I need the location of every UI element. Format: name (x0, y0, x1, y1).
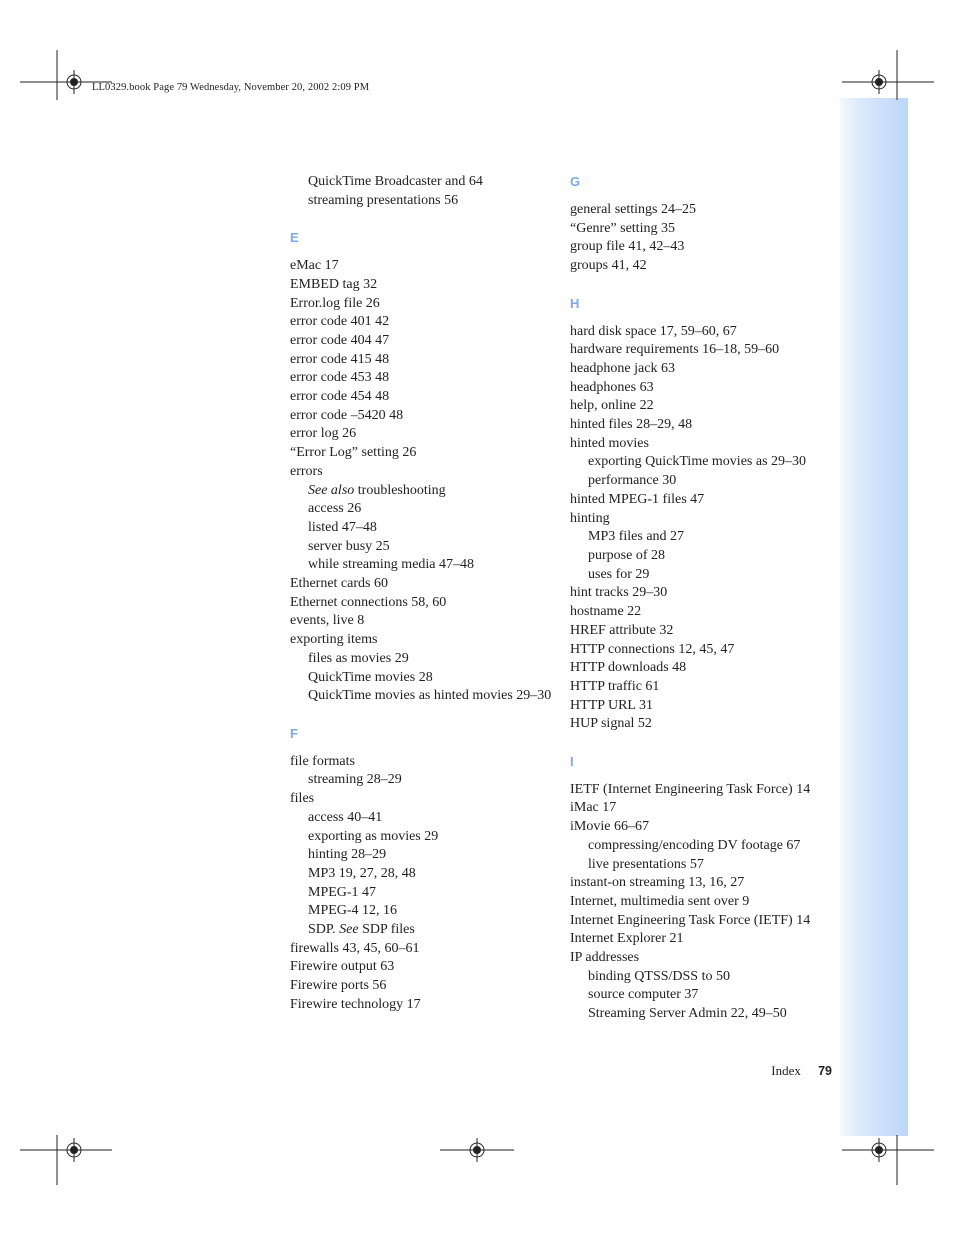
index-subentry: streaming 28–29 (308, 772, 402, 788)
index-entry: hard disk space 17, 59–60, 67 (570, 323, 737, 339)
index-entry: “Genre” setting 35 (570, 220, 675, 236)
index-subentry: QuickTime movies 28 (308, 669, 433, 685)
index-entry: Error.log file 26 (290, 295, 380, 311)
index-subentry: QuickTime movies as hinted movies 29–30 (308, 688, 552, 704)
index-subentry: while streaming media 47–48 (308, 557, 475, 573)
index-entry: file formats (290, 753, 355, 769)
index-subentry: server busy 25 (308, 538, 390, 554)
footer-section-label: Index (771, 1063, 801, 1078)
index-entry: Firewire output 63 (290, 959, 395, 975)
index-entry: HTTP URL 31 (570, 697, 653, 713)
index-entry: HUP signal 52 (570, 716, 652, 732)
index-subentry: QuickTime Broadcaster and 64 (308, 174, 483, 189)
index-entry: firewalls 43, 45, 60–61 (290, 940, 420, 956)
index-subentry: uses for 29 (588, 566, 650, 582)
index-subentry: access 26 (308, 501, 362, 517)
index-subentry: MP3 19, 27, 28, 48 (308, 865, 416, 881)
index-entry: hinting (570, 510, 610, 526)
see-label: See (339, 922, 359, 938)
index-entry: “Error Log” setting 26 (290, 445, 417, 461)
index-entry: events, live 8 (290, 613, 365, 629)
index-letter-heading-f: F (290, 725, 298, 741)
index-entry: hostname 22 (570, 604, 642, 620)
index-entry: HTTP traffic 61 (570, 678, 660, 694)
index-entry: hint tracks 29–30 (570, 585, 668, 601)
index-entry: error code –5420 48 (290, 407, 404, 423)
index-entry: help, online 22 (570, 398, 654, 414)
index-entry: files (290, 791, 315, 807)
index-entry: error code 415 48 (290, 351, 390, 367)
index-entry: hinted files 28–29, 48 (570, 417, 693, 433)
index-entry: Firewire technology 17 (290, 996, 421, 1012)
index-entry: HTTP downloads 48 (570, 660, 687, 676)
index-entry: HTTP connections 12, 45, 47 (570, 641, 735, 657)
index-entry-text: SDP. (308, 922, 340, 938)
index-subentry: exporting as movies 29 (308, 828, 439, 844)
index-subentry: live presentations 57 (588, 856, 704, 872)
index-entry: Internet, multimedia sent over 9 (570, 893, 750, 909)
index-subentry: MPEG-1 47 (308, 884, 377, 900)
index-entry: HREF attribute 32 (570, 622, 674, 638)
index-entry: error code 401 42 (290, 314, 390, 330)
index-subentry: MPEG-4 12, 16 (308, 903, 398, 919)
index-entry: exporting items (290, 632, 378, 648)
index-entry: Internet Engineering Task Force (IETF) 14 (570, 912, 811, 928)
page-number: 79 (818, 1064, 832, 1078)
index-subentry: binding QTSS/DSS to 50 (588, 968, 730, 984)
index-entry: general settings 24–25 (570, 202, 696, 218)
index-entry: Ethernet cards 60 (290, 576, 388, 592)
index-entry: groups 41, 42 (570, 258, 647, 274)
index-subentry: Streaming Server Admin 22, 49–50 (588, 1006, 787, 1022)
index-entry: hinted MPEG-1 files 47 (570, 491, 705, 507)
index-entry: eMac 17 (290, 258, 339, 274)
index-subentry: performance 30 (588, 473, 677, 489)
index-entry: error code 453 48 (290, 370, 390, 386)
print-slug: LL0329.book Page 79 Wednesday, November 20, 2002 2:09 PM (92, 82, 370, 93)
index-entry: Ethernet connections 58, 60 (290, 594, 447, 610)
index-subentry: files as movies 29 (308, 650, 409, 666)
index-entry: errors (290, 463, 323, 479)
index-entry: error code 404 47 (290, 332, 390, 348)
index-subentry: purpose of 28 (588, 548, 665, 563)
index-subentry: exporting QuickTime movies as 29–30 (588, 454, 807, 470)
index-letter-heading-i: I (570, 753, 574, 769)
index-letter-heading-e: E (290, 230, 299, 246)
index-entry: headphones 63 (570, 379, 654, 395)
index-entry: EMBED tag 32 (290, 276, 378, 292)
see-also-label: See also (308, 482, 355, 498)
index-entry: error code 454 48 (290, 389, 390, 405)
index-entry: hinted movies (570, 435, 649, 451)
index-entry: iMovie 66–67 (570, 819, 649, 835)
index-entry: IP addresses (570, 950, 640, 966)
index-subentry: MP3 files and 27 (588, 529, 685, 545)
index-letter-heading-h: H (570, 295, 580, 311)
index-subentry: compressing/encoding DV footage 67 (588, 837, 801, 853)
index-entry: iMac 17 (570, 800, 617, 816)
index-entry: group file 41, 42–43 (570, 239, 685, 255)
index-subentry: source computer 37 (588, 987, 699, 1003)
index-entry: instant-on streaming 13, 16, 27 (570, 875, 745, 891)
index-subentry: hinting 28–29 (308, 847, 387, 863)
index-entry: Firewire ports 56 (290, 978, 387, 994)
index-subentry: streaming presentations 56 (308, 192, 459, 208)
index-entry: error log 26 (290, 426, 357, 442)
index-entry-text: troubleshooting (354, 482, 446, 498)
index-entry-text: SDP files (358, 922, 415, 938)
index-subentry: listed 47–48 (308, 519, 377, 535)
index-entry: Internet Explorer 21 (570, 931, 684, 947)
index-letter-heading-g: G (570, 174, 581, 189)
index-entry: IETF (Internet Engineering Task Force) 14 (570, 781, 811, 797)
index-entry: hardware requirements 16–18, 59–60 (570, 342, 780, 358)
index-entry: headphone jack 63 (570, 360, 675, 376)
index-subentry: access 40–41 (308, 809, 383, 825)
